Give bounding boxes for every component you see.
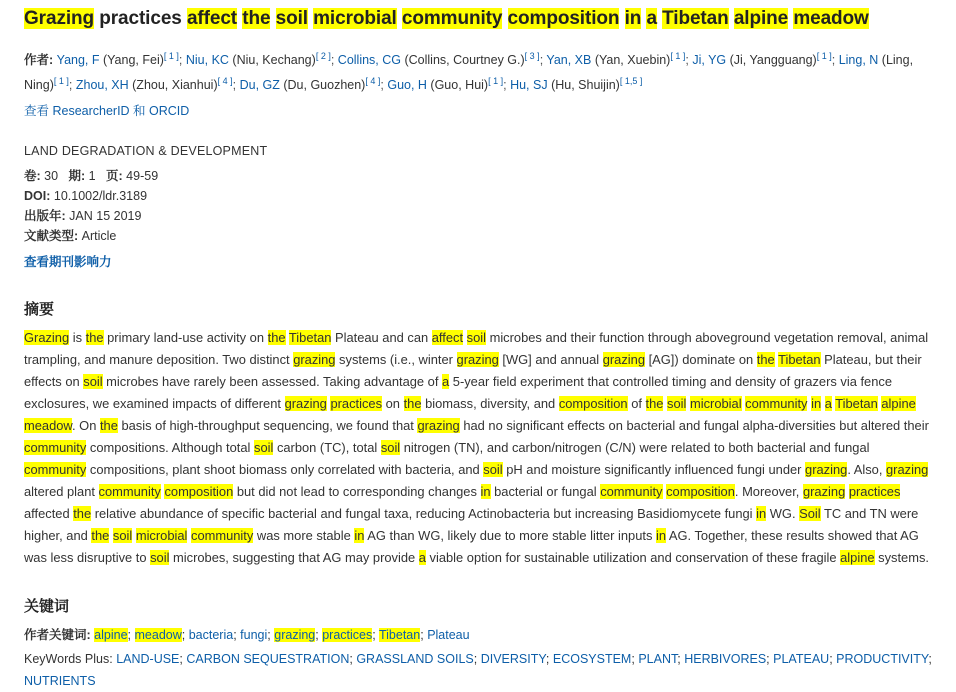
abstract-highlight: the: [403, 396, 422, 412]
abstract-text: microbes have rarely been assessed. Taking advantage of: [102, 374, 443, 390]
author-affiliation-marker[interactable]: [ 2 ]: [315, 51, 331, 61]
abstract-highlight: soil: [254, 440, 274, 456]
author-separator: ;: [330, 53, 335, 68]
abstract-highlight: community: [191, 528, 254, 544]
abstract-text: is: [69, 330, 86, 346]
abstract-text: basis of high-throughput sequencing, we found that: [117, 418, 418, 434]
author-name-link[interactable]: Du, GZ: [239, 78, 280, 93]
keyword-plus-link[interactable]: PRODUCTIVITY: [836, 652, 929, 667]
keyword-separator: ;: [179, 652, 183, 667]
author-name-link[interactable]: Zhou, XH: [75, 78, 129, 93]
keyword-plus-link[interactable]: NUTRIENTS: [24, 674, 96, 689]
keyword-plus-link[interactable]: PLANT: [638, 652, 678, 667]
doctype-value: Article: [81, 229, 117, 244]
abstract-text: Plateau and can: [331, 330, 432, 346]
author-name-link[interactable]: Guo, H: [387, 78, 427, 93]
abstract-text: viable option for sustainable utilization and conservation of these fragile: [425, 550, 841, 566]
abstract-text: on: [382, 396, 404, 412]
title-highlight: the: [242, 8, 271, 29]
abstract-highlight: community: [24, 462, 87, 478]
abstract-text: . Moreover,: [734, 484, 803, 500]
abstract-highlight: grazing: [293, 352, 336, 368]
abstract-text: systems.: [874, 550, 929, 566]
abstract-highlight: soil: [150, 550, 170, 566]
author-entry: [692, 53, 831, 67]
title-text: [270, 8, 275, 29]
keyword-separator: ;: [631, 652, 635, 667]
author-affiliation-marker[interactable]: [ 3 ]: [524, 51, 540, 61]
volume-label: 卷:: [24, 169, 41, 184]
author-entry: [186, 53, 331, 67]
keyword-separator: ;: [349, 652, 353, 667]
keyword-separator: ;: [829, 652, 833, 667]
title-highlight: alpine: [733, 8, 789, 29]
title-highlight: community: [401, 8, 503, 29]
keyword-separator: ;: [420, 628, 424, 643]
abstract-highlight: grazing: [802, 484, 846, 500]
author-entry: [510, 78, 642, 92]
abstract-text: of: [627, 396, 646, 412]
abstract-text: [AG]) dominate on: [645, 352, 757, 368]
title-text: [619, 8, 624, 29]
abstract-highlight: grazing: [886, 462, 929, 478]
keyword-separator: ;: [127, 628, 132, 643]
abstract-text: biomass, diversity, and: [421, 396, 559, 412]
author-full-name: (Niu, Kechang): [228, 53, 316, 68]
author-separator: ;: [831, 53, 836, 68]
author-separator: ;: [539, 53, 544, 68]
abstract-highlight: community: [98, 484, 161, 500]
abstract-highlight: the: [756, 352, 775, 368]
author-full-name: (Ji, Yangguang): [726, 53, 817, 68]
author-separator: ;: [503, 78, 507, 93]
title-highlight: in: [624, 8, 642, 29]
keyword-separator: ;: [233, 628, 237, 643]
author-separator: ;: [178, 53, 183, 68]
journal-name: LAND DEGRADATION & DEVELOPMENT: [24, 144, 268, 159]
pubdate-value: JAN 15 2019: [69, 209, 142, 224]
author-name-link[interactable]: Niu, KC: [185, 53, 229, 68]
author-keywords-list: [94, 628, 469, 642]
abstract-highlight: alpine: [840, 550, 875, 566]
abstract-text: 5-year field experiment that controlled timing and density of grazers via fence exclosures, we examined impacts of different: [24, 374, 892, 412]
volume-issue-pages-row: [24, 166, 932, 186]
abstract-highlight: in: [756, 506, 767, 522]
authors-label: 作者:: [24, 53, 54, 68]
keywords-plus-label: KeyWords Plus:: [24, 652, 113, 667]
author-name-link[interactable]: Ling, N: [838, 53, 879, 68]
abstract-highlight: Tibetan: [835, 396, 878, 412]
title-highlight: a: [646, 8, 657, 29]
abstract-text: compositions, plant shoot biomass only correlated with bacteria, and: [86, 462, 484, 478]
abstract-text: . On: [72, 418, 100, 434]
author-full-name: (Ling, Ning): [24, 53, 914, 93]
abstract-highlight: Grazing: [24, 330, 70, 346]
author-full-name: (Guo, Hui): [426, 78, 489, 93]
author-full-name: (Collins, Courtney G.): [401, 53, 525, 68]
author-affiliation-marker[interactable]: [ 4 ]: [365, 76, 381, 87]
author-keyword-link[interactable]: fungi: [240, 628, 268, 643]
abstract-text: AG than WG, likely due to more stable litter inputs: [364, 528, 657, 544]
view-researcherid-orcid-link[interactable]: 查看 ResearcherID 和 ORCID: [24, 104, 190, 119]
abstract-highlight: community: [600, 484, 663, 500]
keyword-separator: ;: [315, 628, 319, 643]
volume-value: 30: [44, 169, 59, 184]
author-full-name: (Du, Guozhen): [279, 78, 366, 93]
authors-list: [24, 53, 913, 92]
keywords-plus-row: [24, 648, 932, 692]
keyword-plus-link[interactable]: PLATEAU: [773, 652, 830, 667]
author-keyword-link[interactable]: meadow: [134, 628, 182, 643]
keyword-separator: ;: [267, 628, 271, 643]
abstract-highlight: Tibetan: [778, 352, 821, 368]
abstract-text: Plateau, but their effects on: [24, 352, 922, 390]
abstract-highlight: soil: [83, 374, 103, 390]
abstract-highlight: grazing: [417, 418, 460, 434]
abstract-text: WG.: [766, 506, 800, 522]
abstract-highlight: soil: [380, 440, 401, 456]
issue-value: 1: [88, 169, 96, 184]
abstract-text: bacterial or fungal: [490, 484, 601, 500]
title-highlight: affect: [186, 8, 238, 29]
abstract-highlight: soil: [466, 330, 486, 346]
abstract-highlight: the: [85, 330, 104, 346]
author-name-link[interactable]: Yang, F: [56, 53, 100, 68]
issue-label: 期:: [68, 169, 86, 184]
doi-row: [24, 186, 932, 206]
author-affiliation-marker[interactable]: [ 1,5 ]: [619, 76, 643, 87]
abstract-highlight: grazing: [805, 462, 848, 478]
title-text: practices: [94, 8, 187, 29]
abstract-highlight: grazing: [602, 352, 645, 368]
author-affiliation-marker[interactable]: [ 1 ]: [488, 76, 504, 87]
author-affiliation-marker[interactable]: [ 1 ]: [670, 51, 686, 61]
journal-meta: [24, 166, 932, 272]
abstract-text: pH and moisture significantly influenced fungi under: [502, 462, 806, 478]
author-entry: [57, 53, 179, 67]
pages-label: 页:: [106, 169, 123, 184]
abstract-highlight: community: [24, 440, 87, 456]
author-keyword-link[interactable]: alpine: [94, 628, 128, 643]
keyword-plus-link[interactable]: CARBON SEQUESTRATION: [186, 652, 350, 667]
abstract-highlight: practices: [330, 396, 383, 412]
pages-value: 49-59: [126, 169, 159, 184]
abstract-text: microbes, suggesting that AG may provide: [169, 550, 419, 566]
abstract-text: was more stable: [253, 528, 355, 544]
abstract-text: altered plant: [24, 484, 99, 500]
abstract-highlight: composition: [164, 484, 234, 500]
title-highlight: soil: [275, 8, 308, 29]
abstract-highlight: alpine: [881, 396, 916, 412]
author-separator: ;: [380, 78, 384, 93]
abstract-text: carbon (TC), total: [273, 440, 381, 456]
author-affiliation-marker[interactable]: [ 4 ]: [217, 76, 233, 87]
abstract-text: . Also,: [847, 462, 887, 478]
abstract-text: systems (i.e., winter: [335, 352, 457, 368]
abstract-text: relative abundance of specific bacterial and fungal taxa, reducing Actinobacteria but increasing Basidiomycete fungi: [91, 506, 757, 522]
author-keyword-link[interactable]: bacteria: [188, 628, 234, 643]
abstract-highlight: affect: [431, 330, 464, 346]
keywords-plus-list: [24, 652, 932, 688]
abstract-highlight: in: [656, 528, 667, 544]
title-highlight: Tibetan: [662, 8, 729, 29]
abstract-highlight: in: [811, 396, 822, 412]
author-separator: ;: [232, 78, 237, 93]
view-journal-impact-link[interactable]: 查看期刊影响力: [24, 255, 112, 270]
page-title: [24, 6, 932, 32]
doi-label: DOI:: [24, 189, 51, 204]
abstract-highlight: grazing: [284, 396, 327, 412]
author-separator: ;: [68, 78, 73, 93]
author-full-name: (Hu, Shuijin): [547, 78, 620, 93]
author-entry: [546, 53, 685, 67]
abstract-highlight: composition: [666, 484, 735, 500]
author-name-link[interactable]: Collins, CG: [337, 53, 402, 68]
author-affiliation-marker[interactable]: [ 1 ]: [53, 76, 69, 87]
abstract-highlight: microbial: [689, 396, 742, 412]
abstract-highlight: microbial: [135, 528, 188, 544]
abstract-highlight: soil: [483, 462, 503, 478]
abstract-highlight: the: [645, 396, 664, 412]
author-name-link[interactable]: Hu, SJ: [510, 78, 548, 93]
title-text: [502, 8, 507, 29]
keyword-plus-link[interactable]: HERBIVORES: [684, 652, 767, 667]
author-full-name: (Yan, Xuebin): [591, 53, 671, 68]
title-highlight: Grazing: [24, 8, 95, 29]
abstract-text: [24, 327, 932, 569]
abstract-highlight: Soil: [799, 506, 821, 522]
author-entry: [387, 78, 503, 92]
abstract-highlight: the: [73, 506, 92, 522]
abstract-highlight: a: [418, 550, 426, 566]
abstract-text: [WG] and annual: [498, 352, 603, 368]
keyword-separator: ;: [181, 628, 186, 643]
keyword-plus-link[interactable]: GRASSLAND SOILS: [356, 652, 474, 667]
author-separator: ;: [685, 53, 689, 68]
keyword-separator: ;: [928, 652, 932, 667]
abstract-text: microbes and their function through aboveground vegetation removal, animal trampling, and manure deposition. Two distinct: [24, 330, 929, 368]
doctype-row: [24, 226, 932, 246]
abstract-highlight: community: [745, 396, 808, 412]
abstract-highlight: meadow: [24, 418, 73, 434]
keyword-separator: ;: [766, 652, 770, 667]
abstract-highlight: soil: [112, 528, 133, 544]
author-keyword-link[interactable]: practices: [322, 628, 373, 643]
pubdate-label: 出版年:: [24, 209, 66, 224]
title-highlight: composition: [507, 8, 620, 29]
abstract-highlight: a: [824, 396, 832, 412]
author-keywords-label: 作者关键词:: [24, 628, 91, 643]
abstract-text: but did not lead to corresponding changes: [233, 484, 481, 500]
author-affiliation-marker[interactable]: [ 1 ]: [163, 51, 179, 61]
keyword-separator: ;: [372, 628, 376, 643]
abstract-highlight: composition: [558, 396, 628, 412]
abstract-highlight: the: [91, 528, 110, 544]
abstract-highlight: grazing: [456, 352, 499, 368]
doctype-label: 文献类型:: [24, 229, 79, 244]
pubdate-row: [24, 206, 932, 226]
keyword-separator: ;: [545, 652, 550, 667]
author-keyword-link[interactable]: Plateau: [427, 628, 470, 643]
keywords-heading: 关键词: [24, 598, 70, 616]
author-name-link[interactable]: Yan, XB: [546, 53, 592, 68]
keyword-separator: ;: [473, 652, 478, 667]
abstract-text: affected: [24, 506, 74, 522]
author-full-name: (Zhou, Xianhui): [128, 78, 218, 93]
title-highlight: meadow: [793, 8, 869, 29]
abstract-highlight: the: [99, 418, 118, 434]
keyword-plus-link[interactable]: LAND-USE: [116, 652, 180, 667]
keyword-separator: ;: [677, 652, 681, 667]
abstract-highlight: soil: [667, 396, 687, 412]
author-affiliation-marker[interactable]: [ 1 ]: [816, 51, 832, 61]
title-highlight: microbial: [313, 8, 397, 29]
doi-value: 10.1002/ldr.3189: [53, 189, 148, 204]
keyword-plus-link[interactable]: ECOSYSTEM: [552, 652, 632, 667]
abstract-heading: 摘要: [24, 301, 55, 319]
abstract-highlight: in: [354, 528, 365, 544]
author-entry: [338, 53, 540, 67]
author-keyword-link[interactable]: grazing: [274, 628, 316, 643]
author-keywords-row: [24, 624, 932, 646]
abstract-text: had no significant effects on bacterial and fungal alpha-diversities but altered their: [459, 418, 929, 434]
abstract-highlight: in: [480, 484, 491, 500]
abstract-highlight: Tibetan: [288, 330, 332, 346]
abstract-text: TC and TN were higher, and: [24, 506, 919, 544]
author-full-name: (Yang, Fei): [99, 53, 164, 68]
abstract-highlight: the: [267, 330, 286, 346]
keyword-plus-link[interactable]: DIVERSITY: [480, 652, 546, 667]
author-entry: [239, 76, 384, 93]
authors-block: [24, 46, 932, 122]
abstract-highlight: a: [442, 374, 450, 390]
abstract-text: compositions. Although total: [86, 440, 255, 456]
abstract-text: AG. Together, these results showed that AG was less disruptive to: [24, 528, 919, 566]
author-entry: [76, 78, 233, 92]
abstract-text: nitrogen (TN), and carbon/nitrogen (C/N) were related to both bacterial and fungal: [400, 440, 870, 456]
author-keyword-link[interactable]: Tibetan: [378, 628, 421, 643]
author-name-link[interactable]: Ji, YG: [692, 53, 727, 68]
abstract-highlight: practices: [848, 484, 901, 500]
abstract-text: primary land-use activity on: [103, 330, 268, 346]
